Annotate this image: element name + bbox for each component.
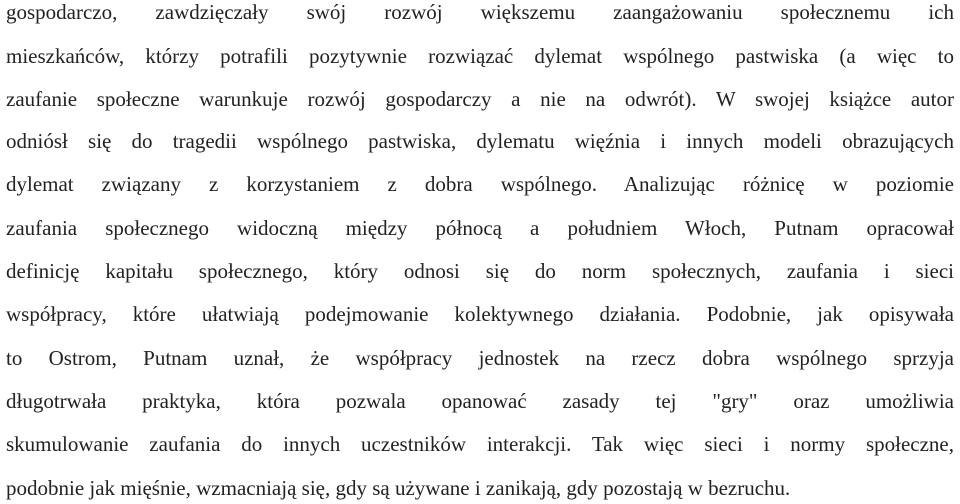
paragraph-line-1: gospodarczo, zawdzięczały swój rozwój większemu zaangażowaniu społecznemu ich (6, 0, 954, 24)
paragraph-line-5: dylemat związany z korzystaniem z dobra wspólnego. Analizując różnicę w poziomie (6, 172, 954, 196)
paragraph-line-12: podobnie jak mięśnie, wzmacniają się, gdy są używane i zanikają, gdy pozostają w bezruchu. (6, 476, 791, 500)
paragraph-line-8: współpracy, które ułatwiają podejmowanie kolektywnego działania. Podobnie, jak opisywała (6, 302, 954, 326)
paragraph-line-9: to Ostrom, Putnam uznał, że współpracy jednostek na rzecz dobra wspólnego sprzyja (6, 346, 954, 370)
paragraph-line-2: mieszkańców, którzy potrafili pozytywnie rozwiązać dylemat wspólnego pastwiska (a więc to (6, 44, 954, 68)
paragraph-line-3: zaufanie społeczne warunkuje rozwój gospodarczy a nie na odwrót). W swojej książce autor (6, 87, 954, 111)
paragraph-line-6: zaufania społecznego widoczną między północą a południem Włoch, Putnam opracował (6, 216, 954, 240)
paragraph-line-11: skumulowanie zaufania do innych uczestników interakcji. Tak więc sieci i normy społeczne, (6, 432, 954, 456)
paragraph-line-10: długotrwała praktyka, która pozwala opanować zasady tej "gry" oraz umożliwia (6, 389, 954, 413)
paragraph-line-4: odniósł się do tragedii wspólnego pastwiska, dylematu więźnia i innych modeli obrazujących (6, 129, 954, 153)
paragraph-line-7: definicję kapitału społecznego, który odnosi się do norm społecznych, zaufania i sieci (6, 259, 954, 283)
